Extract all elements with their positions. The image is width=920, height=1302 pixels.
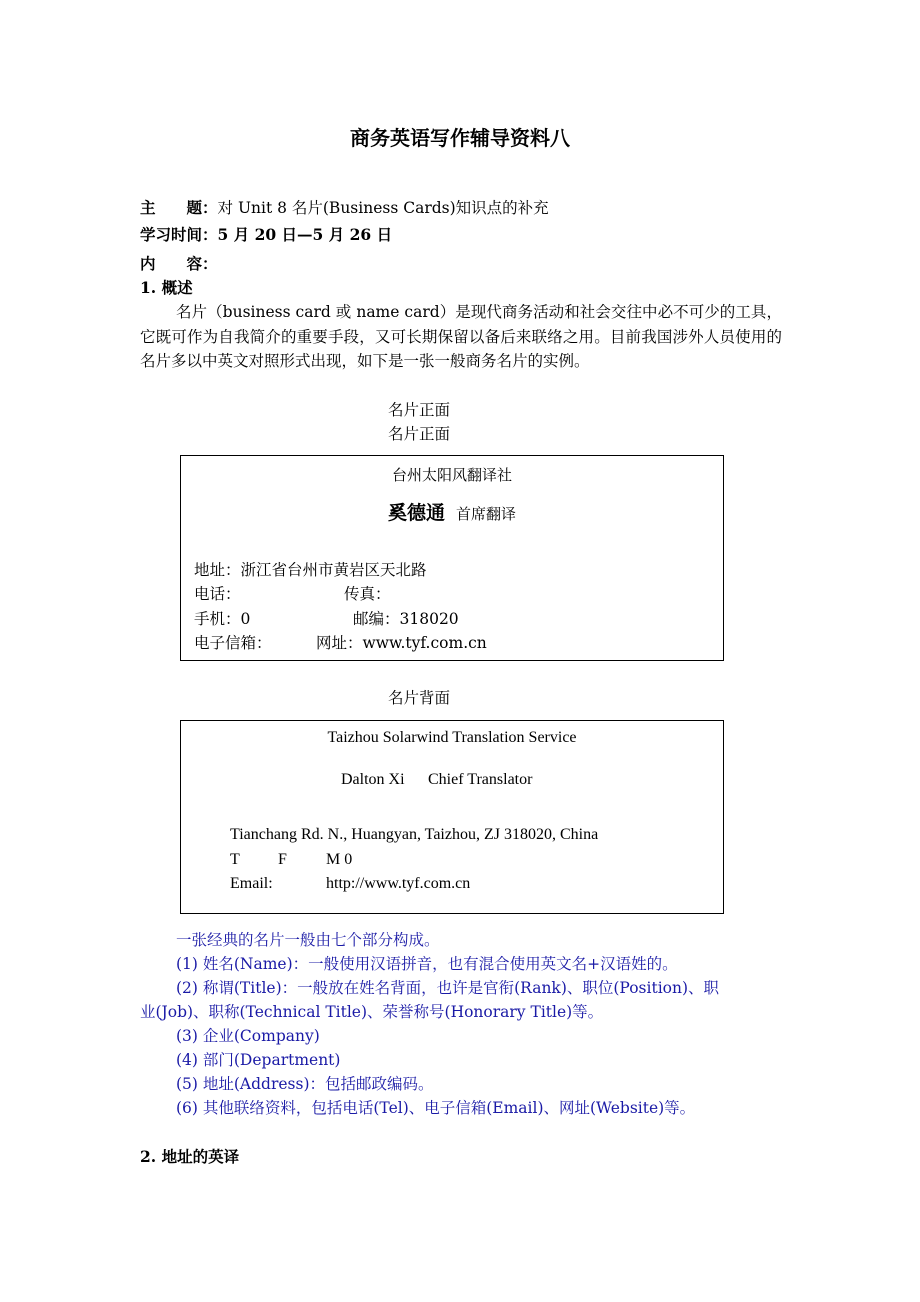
component-item-1: (1) 姓名(Name)：一般使用汉语拼音，也有混合使用英文名+汉语姓的。 — [176, 955, 678, 973]
business-card-front — [180, 455, 724, 661]
front-website: 网址：www.tyf.com.cn — [316, 634, 487, 652]
back-caption: 名片背面 — [387, 689, 450, 707]
front-company: 台州太阳风翻译社 — [391, 466, 512, 484]
business-card-back — [180, 720, 724, 914]
subject-line — [140, 196, 549, 220]
section2-heading: 2. 地址的英译 — [140, 1147, 240, 1166]
back-website: http://www.tyf.com.cn — [326, 875, 471, 892]
subject-value: 对 Unit 8 名片(Business Cards)知识点的补充 — [217, 199, 549, 217]
time-value: 5 月 20 日—5 月 26 日 — [217, 225, 393, 244]
back-t: T — [230, 851, 240, 868]
component-item-4: (4) 部门(Department) — [176, 1051, 341, 1069]
back-company: Taizhou Solarwind Translation Service — [327, 729, 577, 746]
time-label: 学习时间： — [140, 225, 218, 244]
section1-heading: 1. 概述 — [140, 278, 193, 297]
front-name-line — [181, 498, 723, 525]
back-f: F — [278, 851, 287, 868]
front-fax: 传真： — [344, 585, 391, 603]
front-email: 电子信箱： — [194, 634, 272, 652]
front-caption-1: 名片正面 — [387, 401, 450, 419]
front-name: 奚德通 — [387, 502, 445, 524]
back-m: M 0 — [326, 851, 353, 868]
front-caption-2: 名片正面 — [387, 425, 450, 443]
front-address: 地址：浙江省台州市黄岩区天北路 — [194, 561, 427, 579]
component-item-2b: 业(Job)、职称(Technical Title)、荣誉称号(Honorary Title)等。 — [140, 1003, 604, 1021]
page-title: 商务英语写作辅导资料八 — [350, 126, 570, 150]
back-address: Tianchang Rd. N., Huangyan, Taizhou, ZJ 318020, China — [230, 826, 599, 843]
back-name: Dalton Xi — [341, 771, 405, 788]
component-item-2a: (2) 称谓(Title)：一般放在姓名背面，也许是官衔(Rank)、职位(Position)、职 — [176, 979, 720, 997]
back-position: Chief Translator — [428, 771, 533, 788]
component-item-5: (5) 地址(Address)：包括邮政编码。 — [176, 1075, 434, 1093]
front-phone: 电话： — [194, 585, 241, 603]
component-item-6: (6) 其他联络资料，包括电话(Tel)、电子信箱(Email)、网址(Website)等。 — [176, 1099, 696, 1117]
overview-paragraph: 名片（business card 或 name card）是现代商务活动和社会交往中必不可少的工具，它既可作为自我简介的重要手段，又可长期保留以备后来联络之用。目前我国涉外人员使用的名片多以中英文对照形式出现，如下是一张一般商务名片的实例。 — [140, 303, 782, 370]
content-label: 内 容： — [140, 254, 218, 273]
component-item-3: (3) 企业(Company) — [176, 1027, 320, 1045]
subject-label: 主 题： — [140, 198, 218, 217]
front-postcode: 邮编：318020 — [353, 610, 459, 628]
time-line — [140, 223, 392, 247]
front-mobile: 手机：0 — [194, 610, 251, 628]
front-position: 首席翻译 — [456, 505, 517, 523]
back-email: Email: — [230, 875, 273, 892]
components-intro: 一张经典的名片一般由七个部分构成。 — [176, 931, 440, 949]
